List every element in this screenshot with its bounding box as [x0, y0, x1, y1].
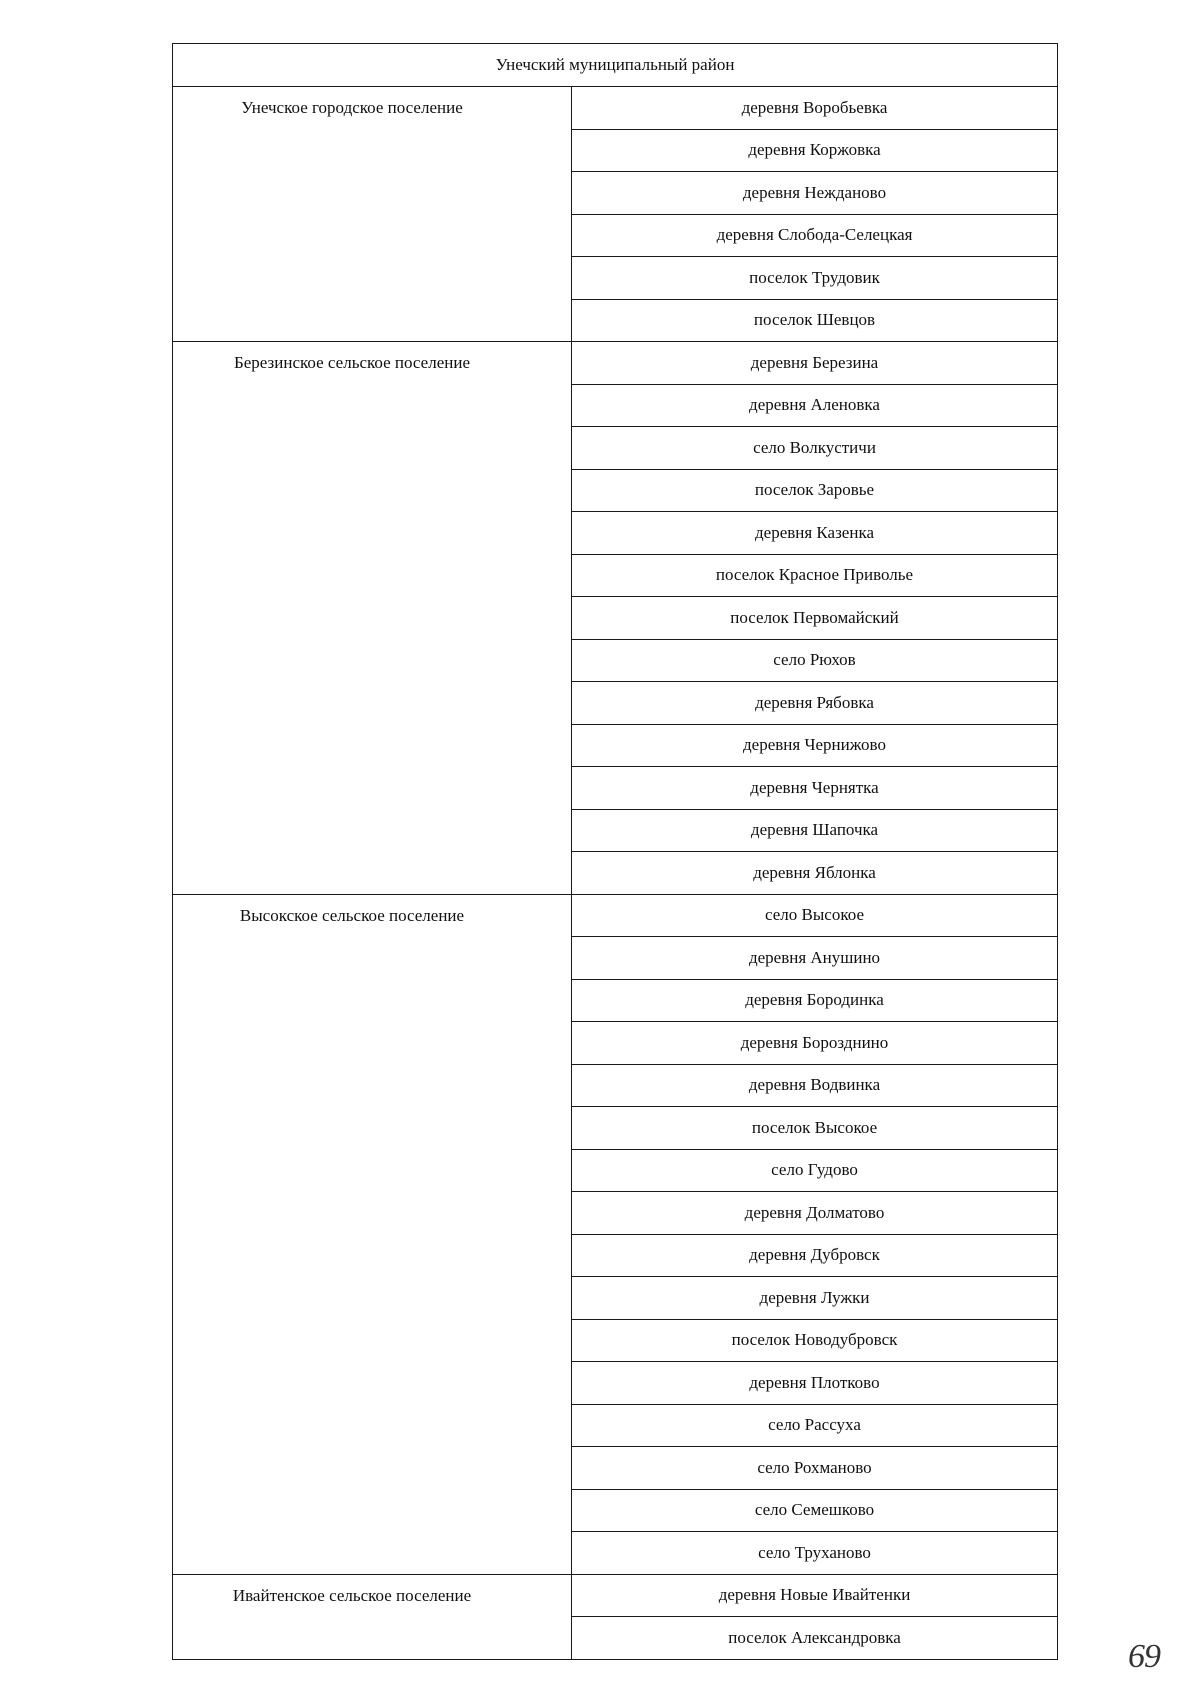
village-name: деревня Долматово: [572, 1192, 1058, 1235]
village-name: деревня Аленовка: [572, 384, 1058, 427]
village-name: деревня Лужки: [572, 1277, 1058, 1320]
village-name: поселок Новодубровск: [572, 1319, 1058, 1362]
village-name: село Гудово: [572, 1149, 1058, 1192]
district-header: Унечский муниципальный район: [173, 44, 1058, 87]
village-name: село Волкустичи: [572, 427, 1058, 470]
table-row: [173, 894, 1058, 937]
settlements-table: [172, 43, 1058, 1660]
village-name: деревня Березина: [572, 342, 1058, 385]
village-name: поселок Александровка: [572, 1617, 1058, 1660]
village-name: поселок Заровье: [572, 469, 1058, 512]
village-name: село Труханово: [572, 1532, 1058, 1575]
table-body: [173, 44, 1058, 1660]
village-name: село Семешково: [572, 1489, 1058, 1532]
village-name: деревня Казенка: [572, 512, 1058, 555]
village-name: деревня Водвинка: [572, 1064, 1058, 1107]
village-name: село Рохманово: [572, 1447, 1058, 1490]
village-name: поселок Шевцов: [572, 299, 1058, 342]
village-name: поселок Трудовик: [572, 257, 1058, 300]
settlement-name: Унечское городское поселение: [173, 87, 572, 342]
table-row: [173, 342, 1058, 385]
settlement-name: Ивайтенское сельское поселение: [173, 1574, 572, 1659]
village-name: деревня Рябовка: [572, 682, 1058, 725]
settlement-name: Березинское сельское поселение: [173, 342, 572, 895]
village-name: деревня Дубровск: [572, 1234, 1058, 1277]
village-name: деревня Коржовка: [572, 129, 1058, 172]
village-name: деревня Чернижово: [572, 724, 1058, 767]
page-number: 69: [1128, 1638, 1160, 1675]
village-name: деревня Воробьевка: [572, 87, 1058, 130]
village-name: деревня Борозднино: [572, 1022, 1058, 1065]
settlement-name: Высокское сельское поселение: [173, 894, 572, 1574]
table-header-row: [173, 44, 1058, 87]
village-name: село Рассуха: [572, 1404, 1058, 1447]
village-name: деревня Плотково: [572, 1362, 1058, 1405]
village-name: село Высокое: [572, 894, 1058, 937]
village-name: поселок Первомайский: [572, 597, 1058, 640]
village-name: село Рюхов: [572, 639, 1058, 682]
village-name: поселок Высокое: [572, 1107, 1058, 1150]
village-name: деревня Шапочка: [572, 809, 1058, 852]
table-row: [173, 1574, 1058, 1617]
table-row: [173, 87, 1058, 130]
village-name: деревня Чернятка: [572, 767, 1058, 810]
village-name: деревня Бородинка: [572, 979, 1058, 1022]
village-name: деревня Яблонка: [572, 852, 1058, 895]
village-name: деревня Нежданово: [572, 172, 1058, 215]
village-name: деревня Слобода-Селецкая: [572, 214, 1058, 257]
village-name: деревня Новые Ивайтенки: [572, 1574, 1058, 1617]
village-name: поселок Красное Приволье: [572, 554, 1058, 597]
village-name: деревня Анушино: [572, 937, 1058, 980]
